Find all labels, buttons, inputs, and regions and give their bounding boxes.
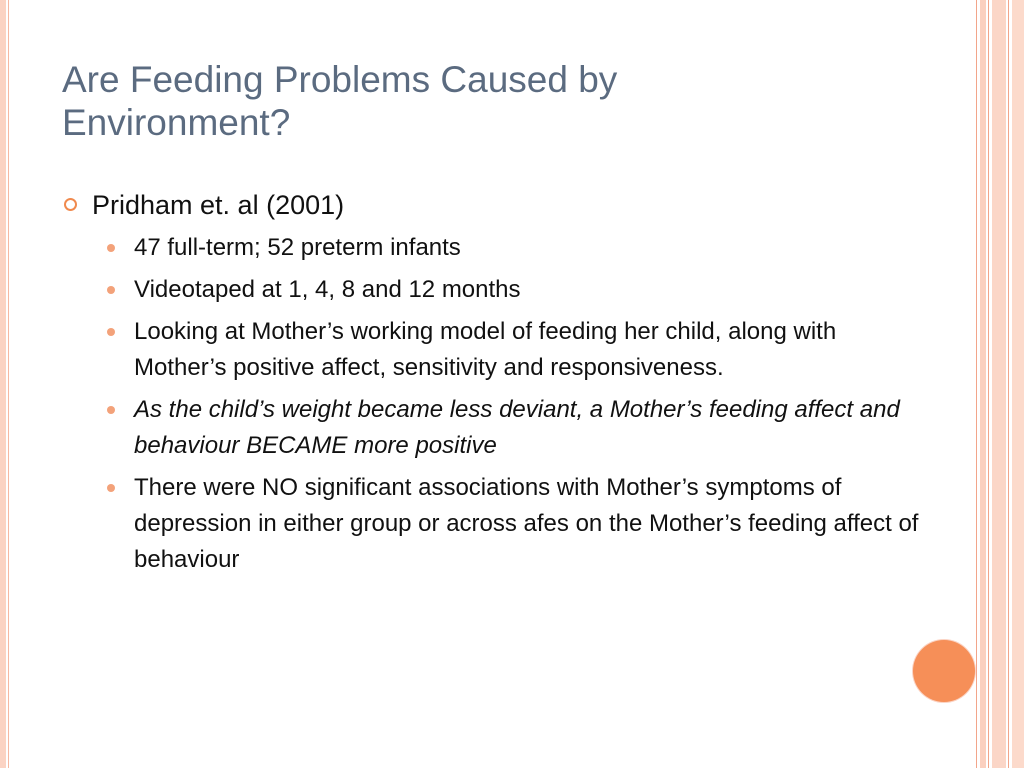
main-bullet-item [62, 186, 922, 224]
main-bullet-text: Pridham et. al (2001) [92, 190, 345, 220]
sub-bullet-text: Videotaped at 1, 4, 8 and 12 months [134, 276, 521, 303]
dot-bullet-icon [107, 406, 115, 414]
slide-content [62, 186, 922, 584]
left-edge-stripe [0, 0, 6, 768]
dot-bullet-icon [107, 328, 115, 336]
ring-bullet-icon [64, 198, 77, 211]
sub-bullet-item [62, 392, 922, 464]
right-stripe-line-3 [1008, 0, 1009, 768]
sub-bullet-text: 47 full-term; 52 preterm infants [134, 234, 461, 261]
right-stripe-band-1 [980, 0, 986, 768]
slide-title-line-1: Are Feeding Problems Caused by [62, 59, 618, 100]
right-stripe-line-1 [976, 0, 977, 768]
slide-title-line-2: Environment? [62, 102, 291, 143]
orange-circle-decoration [913, 640, 975, 702]
sub-bullet-text: There were NO significant associations with Mother’s symptoms of depression in either group or across afes on the Mother’s feeding affect of behaviour [134, 474, 919, 573]
dot-bullet-icon [107, 286, 115, 294]
sub-bullet-text: As the child’s weight became less deviant, a Mother’s feeding affect and behaviour BECAME more positive [134, 396, 900, 459]
right-stripe-band-2 [992, 0, 1006, 768]
dot-bullet-icon [107, 484, 115, 492]
sub-bullet-text: Looking at Mother’s working model of feeding her child, along with Mother’s positive affect, sensitivity and responsiveness. [134, 318, 837, 381]
sub-bullet-item [62, 470, 922, 578]
right-stripe-line-2 [988, 0, 989, 768]
sub-bullet-item [62, 314, 922, 386]
dot-bullet-icon [107, 244, 115, 252]
slide-title [62, 58, 942, 144]
sub-bullet-item [62, 272, 922, 308]
sub-bullet-list [62, 230, 922, 578]
right-stripe-band-3 [1012, 0, 1024, 768]
left-edge-line [8, 0, 9, 768]
sub-bullet-item [62, 230, 922, 266]
